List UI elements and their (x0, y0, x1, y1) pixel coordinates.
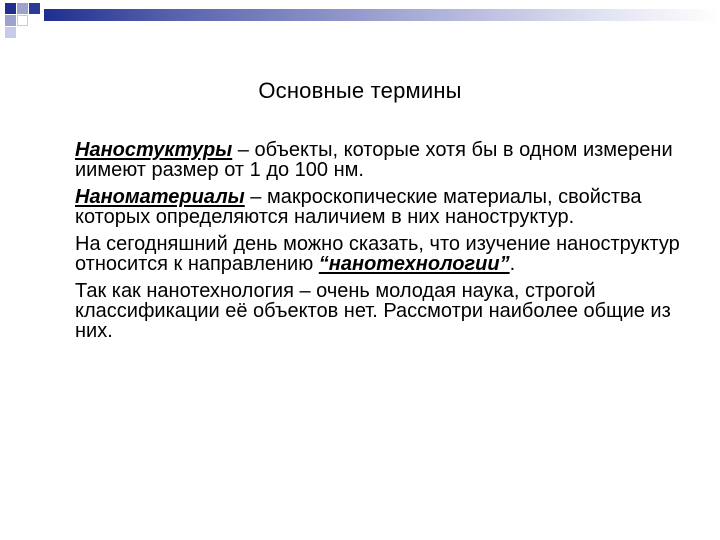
text-nanotechnology-end: . (509, 253, 516, 275)
term-nanotechnology: “нанотехнологии” (318, 253, 510, 275)
text-nanotechnology-intro: На сегодняшний день можно сказать, что изучение наноструктур относится к направлению (75, 233, 680, 275)
paragraph-classification (75, 281, 685, 341)
slide-title: Основные термины (258, 78, 462, 103)
paragraph-nanostructures (75, 140, 685, 180)
paragraph-nanomaterials (75, 187, 685, 227)
paragraph-nanotechnology (75, 234, 685, 274)
text-classification: Так как нанотехнология – очень молодая наука, строгой классификации её объектов нет. Рассмотри наиболее общие из них. (75, 280, 671, 342)
definition-nanostructures: – объекты, которые хотя бы в одном измерени иимеют размер от 1 до 100 нм. (75, 139, 673, 181)
term-nanostructures: Наностуктуры (75, 139, 233, 161)
decorative-square (29, 3, 40, 14)
decorative-square (5, 15, 16, 26)
slide-body (75, 140, 685, 348)
decorative-square (17, 15, 28, 26)
decorative-square (17, 3, 28, 14)
top-gradient-bar (44, 9, 720, 21)
decorative-square (5, 27, 16, 38)
term-nanomaterials: Наноматериалы (75, 186, 245, 208)
definition-nanomaterials: – макроскопические материалы, свойства которых определяются наличием в них наноструктур. (75, 186, 642, 228)
decorative-square (5, 3, 16, 14)
